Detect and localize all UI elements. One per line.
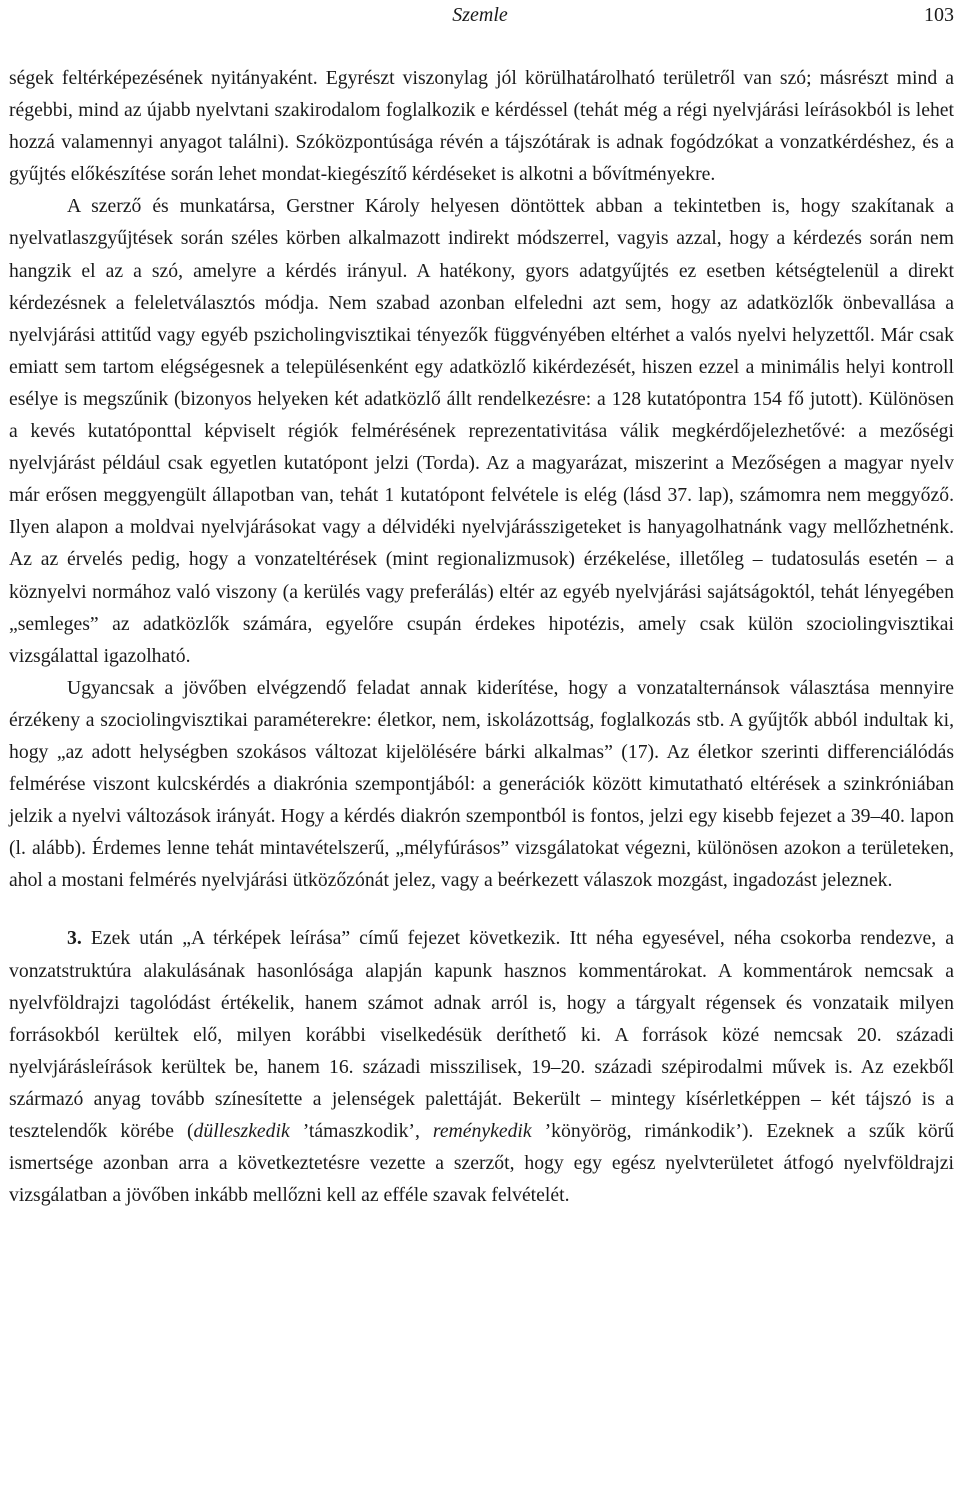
section-text-a: Ezek után „A térképek leírása” című fejezet következik. Itt néha egyesével, néha csokorba rendezve, a vonzatstruktúra alakulásának hasonlósága alapján kapunk hasznos kommentárokat. A kommentárok nemcsak a nyelvföldrajzi tagolódást értékelik, hanem számot adnak arról is, hogy a tárgyalt régensek és vonzataik milyen forrásokból kerültek elő, milyen korábbi viselkedésük deríthető ki. A források közé nemcsak 20. századi nyelvjárásleírások kerültek be, hanem 16. századi misszilisek, 19–20. századi szépirodalmi művek is. Az ezekből származó anyag tovább színesítette a jelenségek palettáját. Bekerült – mintegy kísérletképpen – két tájszó is a tesztelendők körébe ( <box>9 927 955 1142</box>
page-number: 103 <box>924 4 954 26</box>
section-3-paragraph <box>9 922 954 1211</box>
italic-term-remenykedik: reménykedik <box>432 1120 532 1142</box>
section-number: 3. <box>67 927 82 950</box>
page-header <box>0 0 960 32</box>
section-text-b: ’támaszkodik’, <box>289 1120 433 1142</box>
paragraph-3: Ugyancsak a jövőben elvégzendő feladat annak kiderítése, hogy a vonzatalternánsok választása mennyire érzékeny a szociolingvisztikai paraméterekre: életkor, nem, iskolázottság, foglalkozás stb. A gyűjtők abból indultak ki, hogy „az adott helységben szokásos változat kijelölésére bárki alkalmas” (17). Az életkor szerinti differenciálódás felmérése viszont kulcskérdés a diakrónia szempontjából: a generációk között kimutatható eltérések a szinkróniában jelzik a nyelvi változások irányát. Hogy a kérdés diakrón szempontból is fontos, jelzi egy kisebb fejezet a 39–40. lapon (l. alább). Érdemes lenne tehát mintavételszerű, „mélyfúrásos” vizsgálatokat végezni, különösen azokon a területeken, ahol a mostani felmérés nyelvjárási ütközőzónát jelez, vagy a beérkezett válaszok mozgást, ingadozást jeleznek. <box>9 676 954 892</box>
article-body <box>9 62 954 1211</box>
italic-term-dulleszkedik: dülleszkedik <box>193 1120 290 1142</box>
paragraph-2: A szerző és munkatársa, Gerstner Károly helyesen döntöttek abban a tekintetben is, hogy szakítanak a nyelvatlaszgyűjtések során széles körben alkalmazott indirekt módszerrel, vagyis azzal, hogy a kérdezés során nem hangzik el az a szó, amelyre a kérdés irányul. A hatékony, gyors adatgyűjtés ez esetben kétségtelenül a direkt kérdezésnek a feleletválasztós módja. Nem szabad azonban elfeledni azt sem, hogy az adatközlők önbevallása a nyelvjárási attitűd vagy egyéb pszicholingvisztikai tényezők függvényében eltérhet a valós nyelvi helyzettől. Már csak emiatt sem tartom elégségesnek a településenként egy adatközlő kikérdezését, hiszen ezzel a minimális helyi kontroll esélye is megszűnik (bizonyos helyeken két adatközlő állt rendelkezésre: a 128 kutatópontra 154 fő jutott). Különösen a kevés kutatóponttal képviselt régiók felmérésének reprezentativitása válik megkérdőjelezhetővé: a mezőségi nyelvjárást például csak egyetlen kutatópont jelzi (Torda). Az a magyarázat, miszerint a Mezőségen a magyar nyelv már erősen meggyengült állapotban van, tehát 1 kutatópont felvétele is elég (lásd 37. lap), számomra nem meggyőző. Ilyen alapon a moldvai nyelvjárásokat vagy a délvidéki nyelvjárásszigeteket is hanyagolhatnánk vagy mellőzhetnénk. Az az érvelés pedig, hogy a vonzateltérések (mint regionalizmusok) érzékelése, illetőleg – tudatosulás esetén – a köznyelvi normához való viszony (a kerülés vagy preferálás) eltér az egyéb nyelvjárási sajátságoktól, tehát lényegében „semleges” az adatközlők számára, egyelőre csupán érdekes hipotézis, amely csak külön szociolingvisztikai vizsgálattal igazolható. <box>9 195 954 667</box>
section-text-c: ’könyörög, rimánkodik’). Ezeknek a szűk körű ismertsége azonban arra a következtetésre vezette a szerzőt, hogy egy egész nyelvterületet átfogó nyelvföldrajzi vizsgálatban a jövőben inkább mellőzni kell az efféle szavak felvételét. <box>9 1120 954 1207</box>
paragraph-1: ségek feltérképezésének nyitányaként. Egyrészt viszonylag jól körülhatárolható területről van szó; másrészt mind a régebbi, mind az újabb nyelvtani szakirodalom foglalkozik e kérdéssel (tehát még a régi nyelvjárási leírásokból is lehet hozzá valamennyi anyagot találni). Szóközpontúsága révén a tájszótárak is adnak fogódzókat a vonzatkérdéshez, és a gyűjtés előkészítése során lehet mondat-kiegészítő kérdéseket is alkotni a bővítményekre. <box>9 67 954 186</box>
running-head: Szemle <box>452 4 508 26</box>
